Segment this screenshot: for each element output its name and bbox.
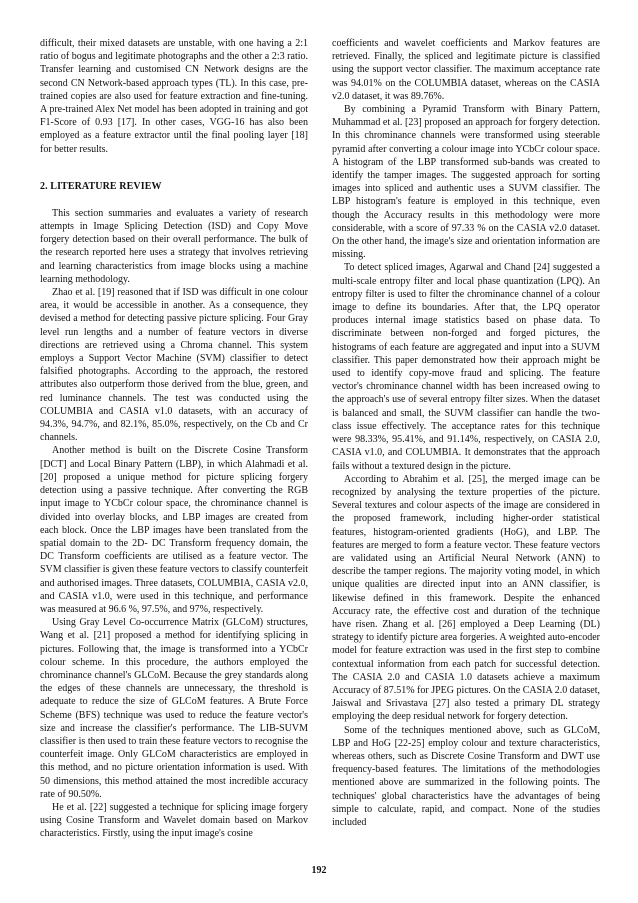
page-number: 192	[311, 865, 327, 876]
section-heading: 2. LITERATURE REVIEW	[40, 180, 162, 192]
left-column	[40, 37, 308, 841]
paragraph-zhao: Zhao et al. [19] reasoned that if ISD was difficult in one colour area, it would be accessible in another. As a consequence, they devised a method for detecting passive picture splicing. Four Gray level run lengths and a number of feature vectors in diverse directions are retrieved using a Chroma channel. This system employs a Support Vector Machine (SVM) classifier to detect falsified photographs. According to the approach, the restored attributes also outperform those derived from the blue, green, and red luminance channels. The test was conducted using the COLUMBIA and CASIA v1.0 datasets, with an accuracy of 94.3%, 94.7%, and 82.1%, 85.0%, respectively, on the Cb and Cr channels.	[40, 287, 308, 444]
paragraph-techniques: Some of the techniques mentioned above, such as GLCoM, LBP and HoG [22-25] employ colour and texture characteristics, whereas others, such as Discrete Cosine Transform and DWT use frequency-based features. The limitations of the methodologies mentioned above are summarized in the following points. The techniques' global characteristics have the advantages of being simple to calculate, rapid, and compact. None of the studies included	[332, 724, 600, 828]
paragraph-intro: This section summaries and evaluates a variety of research attempts in Image Splicing Detection (ISD) and Copy Move forgery detection based on their overall performance. The bulk of the research reported here uses a strategy that involves retrieving and learning characteristics from image blocks using a machine learning methodology.	[40, 207, 308, 285]
paragraph-muhammad: By combining a Pyramid Transform with Binary Pattern, Muhammad et al. [23] proposed an approach for forgery detection. In this chrominance channels were transformed using steerable pyramid after converting a colour image into YCbCr colour space. A histogram of the LBP transformed sub-bands was created to identify the tamper images. The suggested approach for sorting images into spliced and authentic uses a SUVM classifier. The LBP histogram's feature is employed in this technique, even though the Accuracy results in this methodology were more considerable, with a score of 97.33 % on the CASIA v2.0 dataset. On the other hand, the image's size and orientation information are missing.	[332, 104, 600, 261]
paragraph-continued: difficult, their mixed datasets are unstable, with one having a 2:1 ratio of bogus and legitimate photographs and the other a 2:3 ratio. Transfer learning and customised CN Network designs are the second CN Network-based approach types (TL). In this case, pre-trained copies are also used for feature extraction and fine-tuning. A pre-trained Alex Net model has been adopted in training and got F1-Score of 0.93 [17]. In other cases, VGG-16 has also been employed as a feature extractor until the final pooling layer [18] for better results.	[40, 38, 308, 155]
right-column	[332, 37, 600, 829]
paragraph-alahmadi: Another method is built on the Discrete Cosine Transform [DCT] and Local Binary Pattern (LBP), in which Alahmadi et al. [20] proposed a unique method for picture splicing forgery detection using a passive technique. After converting the RGB input image to YCbCr colour space, the chrominance channel is divided into overlay blocks, and LBP images are created from each block. Once the LBP images have been translated from the spatial domain to the 2D- DC Transform frequency domain, the DC Transform coefficients are utilised as a feature vector. The SVM classifier is given these feature vectors to classify counterfeit and authorised images. Three datasets, COLUMBIA, CASIA v2.0, and CASIA v1.0, were used in this technique, and performance was measured at 96.6 %, 97.5%, and 97%, respectively.	[40, 445, 308, 615]
paragraph-he: He et al. [22] suggested a technique for splicing image forgery using Cosine Transform and Wavelet domain based on Markov characteristics. Firstly, using the input image's cosine	[40, 801, 308, 840]
paragraph-agarwal: To detect spliced images, Agarwal and Chand [24] suggested a multi-scale entropy filter and local phase quantization (LPQ). An entropy filter is used to filter the chrominance channel of a colour image to define its boundaries. After that, the LPQ operator produces internal image statistics based on phase data. To discriminate between non-forged and forged pictures, the histograms of each feature are aggregated and input into a SUVM classifier. This paper demonstrated how their approach might be used to identify copy-move fraud and splicing. The feature vector's chrominance channel width has been increased owing to the approach's use of several entropy filter sizes. When the dataset is balanced and small, the SUVM classifier can handle the two-class issue effectively. The acceptance rates for this technique were 98.33%, 95.41%, and 91.14%, respectively, on CASIA 2.0, CASIA v1.0, and COLUMBIA. It demonstrates that the approach fails without a textured design in the picture.	[332, 262, 600, 472]
paragraph-abrahim: According to Abrahim et al. [25], the merged image can be recognized by analysing the texture properties of the picture. Several textures and colour aspects of the image are considered in the proposed framework, including higher-order statistical features, histogram-oriented gradients (HoG), and LBP. The features are merged to form a feature vector. These feature vectors are validated using an Artificial Neural Network (ANN) to describe the tamper regions. The majority voting model, in which unique qualities are directed input into an ANN classifier, is likewise defined in this framework. Despite the enhanced Accuracy rate, the effective cost and duration of the technique have risen. Zhang et al. [26] employed a Deep Learning (DL) strategy to identify picture area forgeries. A weighted auto-encoder model for feature extraction was used in the first step to combine contextual information from each patch for successful detection. The CASIA 2.0 and CASIA 1.0 datasets achieve a maximum Accuracy of 87.51% for JPEG pictures. On the CASIA 2.0 dataset, Jaiswal and Srivastava [27] also tested a primary DL strategy employing the deep residual network for forgery detection.	[332, 473, 600, 723]
paragraph-wang: Using Gray Level Co-occurrence Matrix (GLCoM) structures, Wang et al. [21] proposed a method for identifying splicing in pictures. Following that, the image is transformed into a YCbCr colour scheme. In this procedure, the authors employed the chrominance channel's GLCoM. Because the grey standards along the edges of these channels are unnecessary, the threshold is adequate to reduce the size of GLCoM features. A Brute Force Scheme (BFS) technique was used to reduce the feature vector's size and increase the classifier's performance. The LIB-SUVM classifier is then used to train these feature vectors to recognise the counterfeit image. Only GLCoM characteristics are employed in this method, and no picture orientation information is used. With 50 dimensions, this method attained the most incredible accuracy rate of 90.50%.	[40, 617, 308, 800]
paragraph-continued-right: coefficients and wavelet coefficients and Markov features are retrieved. Finally, the spliced and legitimate picture is classified using the support vector classifier. The maximum acceptance rate was 94.01% on the COLUMBIA dataset, whereas on the CASIA v2.0 dataset, it was 89.76%.	[332, 38, 600, 102]
